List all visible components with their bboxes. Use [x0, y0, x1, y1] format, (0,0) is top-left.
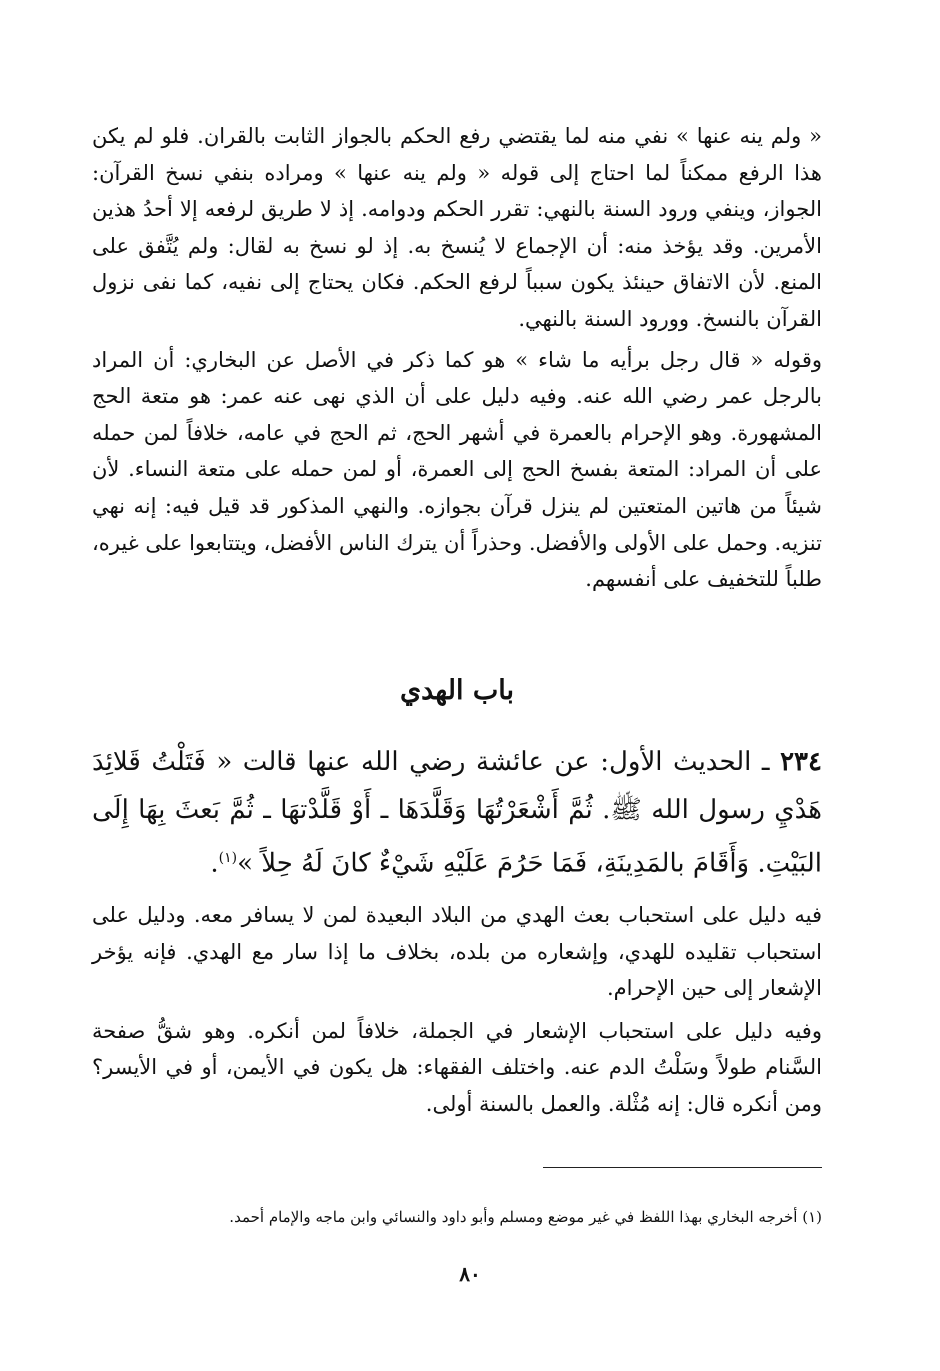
section-heading: باب الهدي [399, 675, 515, 706]
paragraph-bottom-2: وفيه دليل على استحباب الإشعار في الجملة، خلافاً لمن أنكره. وهو شقُّ صفحة السَّنام طولاً وسَلْتُ الدم عنه. واختلف الفقهاء: هل يكون في الأيمن، أو في الأيسر؟ ومن أنكره قال: إنه مُثْلة. والعمل بالسنة أولى. [92, 1018, 822, 1116]
paragraph-top-2: وقوله « قال رجل برأيه ما شاء » هو كما ذكر في الأصل عن البخاري: أن المراد بالرجل عمر رضي الله عنه. وفيه دليل على أن الذي نهى عنه عمر: هو متعة الحج المشهورة. وهو الإحرام بالعمرة في أشهر الحج، ثم الحج في عامه، خلافاً لمن حمله على أن المراد: المتعة بفسخ الحج إلى العمرة، أو لمن حمله على متعة النساء. لأن شيئاً من هاتين المتعتين لم ينزل قرآن بجوازه. والنهي المذكور قد قيل فيه: إنه نهي تنزيه. وحمل على الأولى والأفضل. وحذراً أن يترك الناس الأفضل، ويتتابعوا على غيره، طلباً للتخفيف على أنفسهم. [92, 347, 822, 592]
hadith-body: ـ الحديث الأول: عن عائشة رضي الله عنها قالت « فَتَلْتُ قَلائِدَ هَدْيِ رسول الله ﷺ. ثُمَّ أَشْعَرْتُهَا وَقَلَّدَهَا ـ أَوْ قَلَّدْتهَا ـ ثُمَّ بَعثَ بِهَا إِلَى البَيْتِ. وَأَقَامَ بالمَدِينَةِ، فَمَا حَرُمَ عَلَيْهِ شَيْءٌ كانَ لَهُ حِلاً » [92, 747, 822, 879]
paragraph-top-1: « ولم ينه عنها » نفي منه لما يقتضي رفع الحكم بالجواز الثابت بالقران. فلو لم يكن هذا الرفع ممكناً لما احتاج إلى قوله « ولم ينه عنها » ومراده بنفي نسخ القرآن: الجواز، وينفي ورود السنة بالنهي: تقرر الحكم ودوامه. إذ لا طريق لرفعه إلا أحدُ هذين الأمرين. وقد يؤخذ منه: أن الإجماع لا يُنسخ به. إذ لو نسخ به لقال: ولم يُتَّفق على المنع. لأن الاتفاق حينئذ يكون سبباً لرفع الحكم. فكان يحتاج إلى نفيه، كما نفى نزول القرآن بالنسخ. وورود السنة بالنهي. [92, 124, 822, 331]
footnote: (١) أخرجه البخاري بهذا اللفظ في غير موضع ومسلم وأبو داود والنسائي وابن ماجه والإمام أحمد. [229, 1208, 822, 1226]
commentary-top [92, 118, 822, 598]
page-number: ٨٠ [459, 1262, 481, 1286]
footnote-divider [543, 1167, 822, 1168]
footnote-marker: (١) [218, 850, 238, 866]
hadith-text: ٢٣٤ ـ الحديث الأول: عن عائشة رضي الله عنها قالت « فَتَلْتُ قَلائِدَ هَدْيِ رسول الله ﷺ. ثُمَّ أَشْعَرْتُهَا وَقَلَّدَهَا ـ أَوْ قَلَّدْتهَا ـ ثُمَّ بَعثَ بِهَا إِلَى البَيْتِ. وَأَقَامَ بالمَدِينَةِ، فَمَا حَرُمَ عَلَيْهِ شَيْءٌ كانَ لَهُ حِلاً »$^{(١)}$. [92, 747, 822, 879]
commentary-bottom [92, 897, 822, 1123]
paragraph-bottom-1: فيه دليل على استحباب بعث الهدي من البلاد البعيدة لمن لا يسافر معه. ودليل على استحباب تقليده للهدي، وإشعاره من بلده، بخلاف ما إذا سار مع الهدي. فإنه يؤخر الإشعار إلى حين الإحرام. [92, 903, 822, 1001]
hadith-number: ٢٣٤ [780, 747, 822, 777]
